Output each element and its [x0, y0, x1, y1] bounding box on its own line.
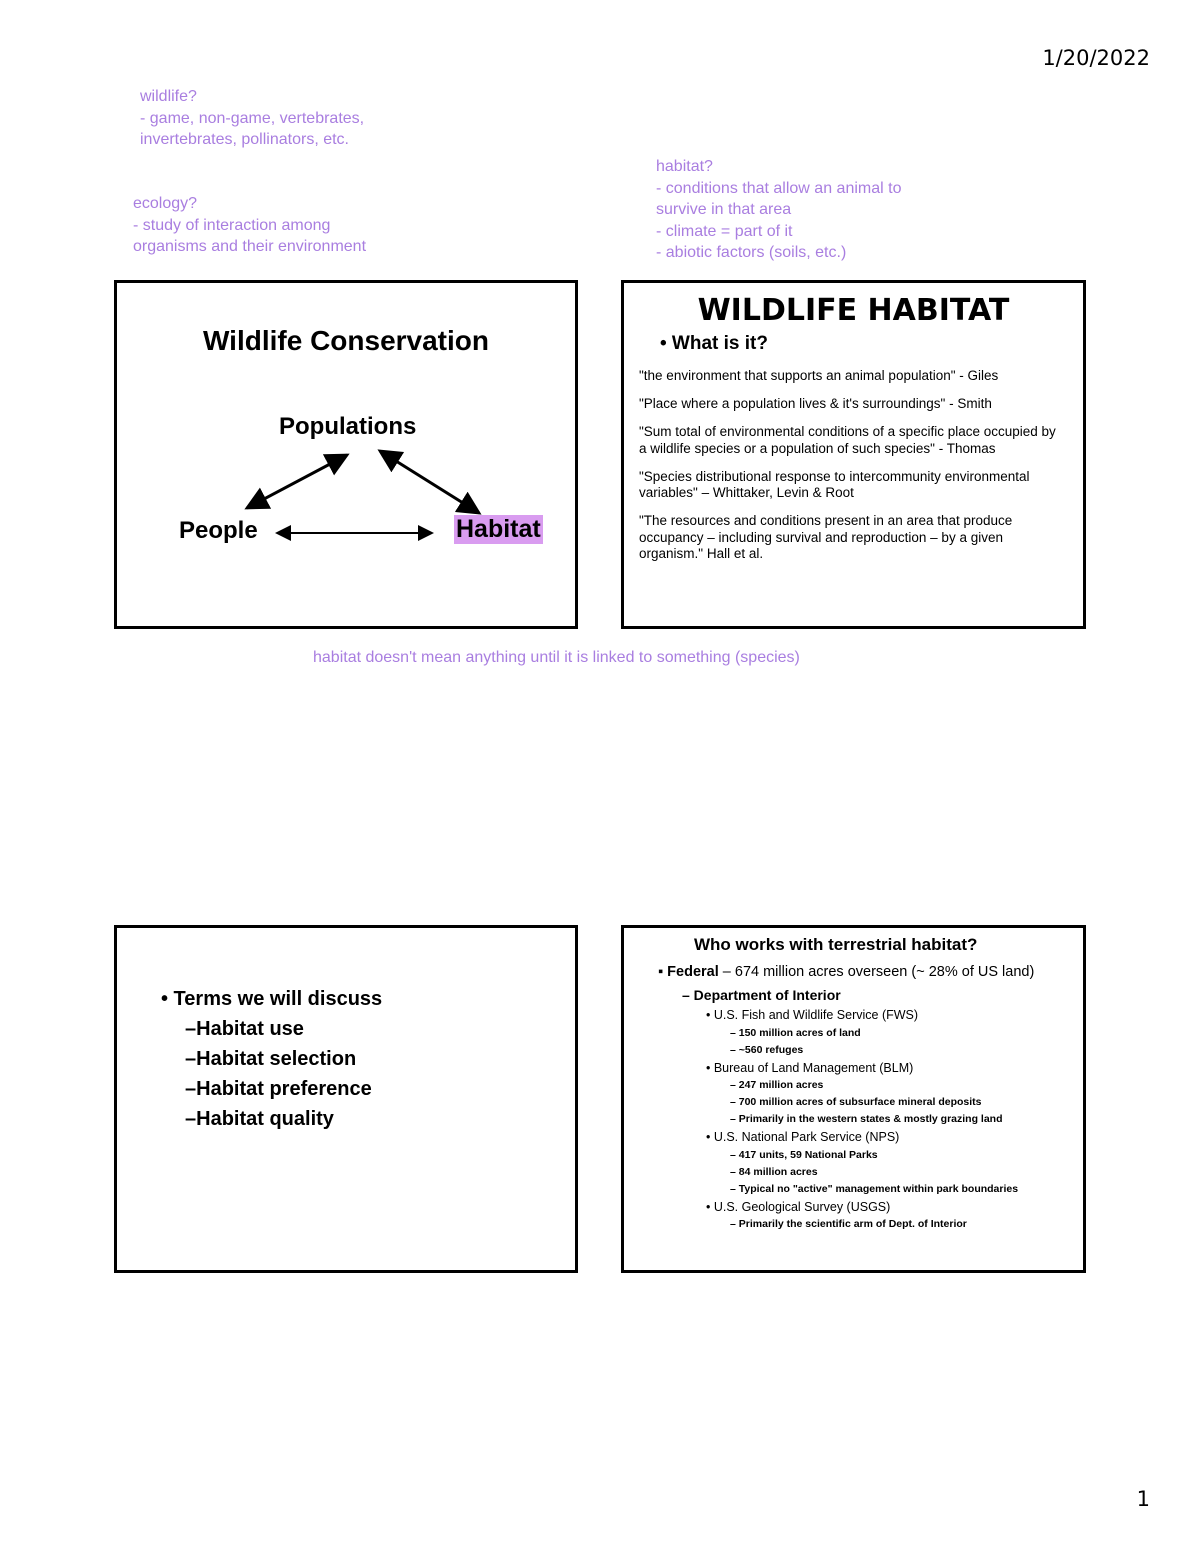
slide-title: Wildlife Conservation	[202, 325, 489, 356]
slide-wildlife-conservation	[114, 280, 578, 629]
definition-quote: "Sum total of environmental conditions of a specific place occupied by a wildlife species or a population of such species" - Thomas	[639, 424, 1056, 456]
note-ecology: ecology? - study of interaction among organisms and their environment	[133, 195, 367, 255]
terms-list	[161, 984, 382, 1134]
federal-line: ▪ Federal – 674 million acres overseen (~ 28% of US land)	[658, 964, 1035, 980]
terms-heading: • Terms we will discuss	[161, 988, 383, 1010]
term-item: –Habitat use	[185, 1018, 304, 1040]
node-populations: Populations	[279, 413, 417, 440]
agency-detail: – Primarily the scientific arm of Dept. of Interior	[730, 1218, 967, 1230]
arrow-populations-habitat	[380, 451, 479, 513]
slide-terms	[114, 925, 578, 1273]
slide-title: WILDLIFE HABITAT	[697, 293, 1010, 328]
federal-label: Federal	[667, 964, 719, 980]
page-number: 1	[1136, 1487, 1150, 1511]
doi-line: – Department of Interior	[682, 987, 841, 1003]
node-people: People	[179, 517, 258, 544]
slide-wildlife-habitat	[621, 280, 1086, 629]
agency-list	[658, 961, 1034, 1233]
agency-detail: – 84 million acres	[730, 1165, 818, 1178]
agency-item: • U.S. Geological Survey (USGS)	[706, 1199, 891, 1214]
node-habitat: Habitat	[456, 515, 541, 543]
slide-terrestrial-habitat	[621, 925, 1086, 1273]
definition-quote: "the environment that supports an animal population" - Giles	[639, 368, 999, 383]
agency-detail: – 700 million acres of subsurface mineral deposits	[730, 1096, 982, 1108]
arrow-people-populations	[247, 455, 347, 508]
agency-detail: – Typical no "active" management within park boundaries	[730, 1182, 1019, 1195]
relationship-arrows	[117, 283, 578, 629]
definition-list	[639, 368, 1059, 574]
federal-text: – 674 million acres overseen (~ 28% of US land)	[718, 964, 1035, 980]
definition-quote: "Species distributional response to intercommunity environmental variables" – Whittaker, Levin & Root	[639, 468, 1030, 500]
agency-detail: – 417 units, 59 National Parks	[730, 1148, 878, 1161]
term-item: –Habitat selection	[185, 1048, 357, 1070]
term-item: –Habitat preference	[185, 1078, 372, 1100]
note-habitat: habitat? - conditions that allow an animal to survive in that area - climate = part of it - abiotic factors (soils, etc.)	[656, 158, 902, 261]
page-date: 1/20/2022	[1042, 46, 1150, 70]
definition-quote: "Place where a population lives & it's surroundings" - Smith	[639, 396, 992, 411]
slide-subtitle: • What is it?	[660, 333, 768, 354]
note-wildlife: wildlife? - game, non-game, vertebrates, invertebrates, pollinators, etc.	[140, 88, 365, 148]
definition-quote: "The resources and conditions present in an area that produce occupancy – including survival and reproduction – by a given organism." Hall et al.	[639, 513, 1013, 561]
note-habitat-linked: habitat doesn't mean anything until it is linked to something (species)	[313, 649, 800, 666]
term-item: –Habitat quality	[185, 1108, 334, 1130]
slide-title: Who works with terrestrial habitat?	[694, 935, 978, 954]
agency-detail: – ~560 refuges	[730, 1043, 804, 1056]
agency-item: • U.S. National Park Service (NPS)	[706, 1130, 900, 1144]
agency-detail: – 150 million acres of land	[730, 1026, 861, 1039]
agency-detail: – Primarily in the western states & mostly grazing land	[730, 1113, 1003, 1125]
agency-item: • Bureau of Land Management (BLM)	[706, 1060, 914, 1075]
agency-detail: – 247 million acres	[730, 1079, 824, 1091]
agency-item: • U.S. Fish and Wildlife Service (FWS)	[706, 1008, 919, 1022]
